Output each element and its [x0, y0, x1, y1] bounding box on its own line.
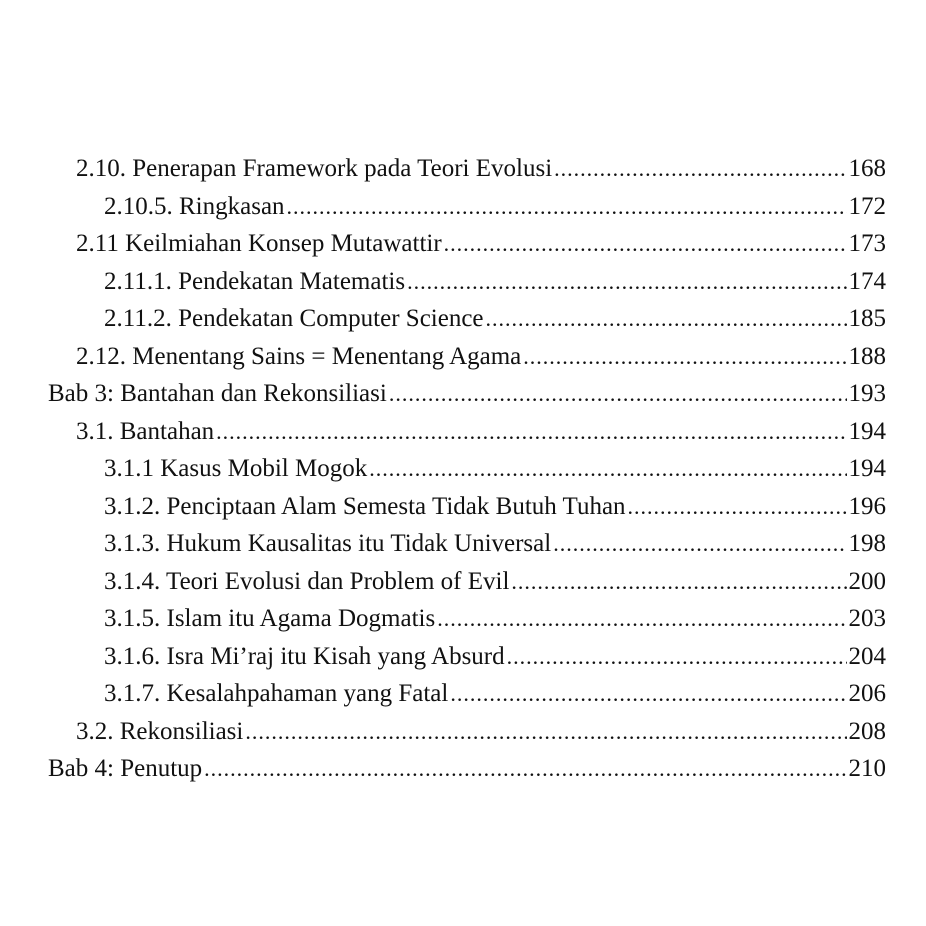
- dot-leader: [287, 188, 847, 226]
- dot-leader: [437, 600, 846, 638]
- dot-leader: [389, 375, 847, 413]
- toc-entry-title: 3.1.2. Penciptaan Alam Semesta Tidak Butuh Tuhan: [104, 492, 626, 520]
- dot-leader: [507, 638, 847, 676]
- toc-entry-page: 168: [848, 155, 886, 182]
- toc-entry-page: 204: [848, 642, 886, 670]
- toc-entry-page: 206: [848, 680, 886, 707]
- dot-leader: [216, 413, 846, 451]
- toc-entry-title: 3.1.6. Isra Mi’raj itu Kisah yang Absurd: [104, 642, 505, 670]
- dot-leader: [369, 450, 846, 488]
- dot-leader: [407, 263, 846, 301]
- toc-entry-page: 194: [848, 455, 886, 482]
- toc-entry-title: 3.1.3. Hukum Kausalitas itu Tidak Universal: [104, 530, 552, 557]
- toc-entry-page: 193: [848, 380, 886, 407]
- toc-entry-title: 3.1.7. Kesalahpahaman yang Fatal: [104, 680, 449, 707]
- toc-entry-page: 196: [848, 492, 886, 520]
- toc-entry-title: 2.10.5. Ringkasan: [104, 192, 285, 220]
- dot-leader: [523, 338, 846, 376]
- dot-leader: [245, 713, 846, 751]
- toc-entry-page: 198: [848, 530, 886, 557]
- toc-entry-title: 2.11.1. Pendekatan Matematis: [104, 267, 406, 295]
- toc-entry-title: 3.1.4. Teori Evolusi dan Problem of Evil: [104, 567, 510, 595]
- toc-entry: [48, 450, 886, 488]
- toc-entry-title: 3.1.5. Islam itu Agama Dogmatis: [104, 605, 436, 632]
- toc-entry: [48, 675, 886, 713]
- toc-entry: [48, 375, 886, 413]
- toc-entry-page: 173: [848, 230, 886, 257]
- toc-entry: [48, 338, 886, 376]
- toc-entry: [48, 750, 886, 788]
- toc-entry-page: 188: [848, 342, 886, 370]
- toc-entry: [48, 188, 886, 226]
- toc-entry-page: 203: [848, 605, 886, 632]
- toc-entry-page: 185: [848, 305, 886, 332]
- toc-entry: [48, 713, 886, 751]
- dot-leader: [444, 225, 847, 263]
- toc-entry-title: 3.1.1 Kasus Mobil Mogok: [104, 455, 368, 482]
- toc-entry-page: 194: [848, 417, 886, 445]
- dot-leader: [486, 300, 847, 338]
- toc-entry: [48, 300, 886, 338]
- dot-leader: [204, 750, 846, 788]
- toc-entry: [48, 488, 886, 526]
- toc-entry-page: 208: [848, 717, 886, 745]
- toc-entry: [48, 150, 886, 188]
- dot-leader: [554, 150, 846, 188]
- toc-entry: [48, 263, 886, 301]
- table-of-contents: [48, 150, 886, 788]
- toc-entry: [48, 413, 886, 451]
- dot-leader: [553, 525, 846, 563]
- toc-entry-title: 2.11.2. Pendekatan Computer Science: [104, 305, 484, 332]
- dot-leader: [511, 563, 846, 601]
- toc-entry-title: 3.2. Rekonsiliasi: [76, 717, 244, 745]
- toc-entry-page: 210: [848, 755, 886, 782]
- toc-entry-title: Bab 4: Penutup: [48, 755, 203, 782]
- toc-entry-title: 2.11 Keilmiahan Konsep Mutawattir: [76, 230, 442, 257]
- toc-entry-title: 2.10. Penerapan Framework pada Teori Evolusi: [76, 155, 553, 182]
- toc-entry-page: 200: [848, 567, 886, 595]
- toc-entry: [48, 600, 886, 638]
- dot-leader: [628, 488, 847, 526]
- toc-entry: [48, 638, 886, 676]
- toc-entry: [48, 525, 886, 563]
- toc-entry-page: 174: [848, 267, 886, 295]
- toc-entry-title: 3.1. Bantahan: [76, 417, 215, 445]
- toc-entry-page: 172: [848, 192, 886, 220]
- toc-entry-title: Bab 3: Bantahan dan Rekonsiliasi: [48, 380, 387, 407]
- toc-entry: [48, 225, 886, 263]
- dot-leader: [450, 675, 846, 713]
- toc-entry: [48, 563, 886, 601]
- toc-entry-title: 2.12. Menentang Sains = Menentang Agama: [76, 342, 522, 370]
